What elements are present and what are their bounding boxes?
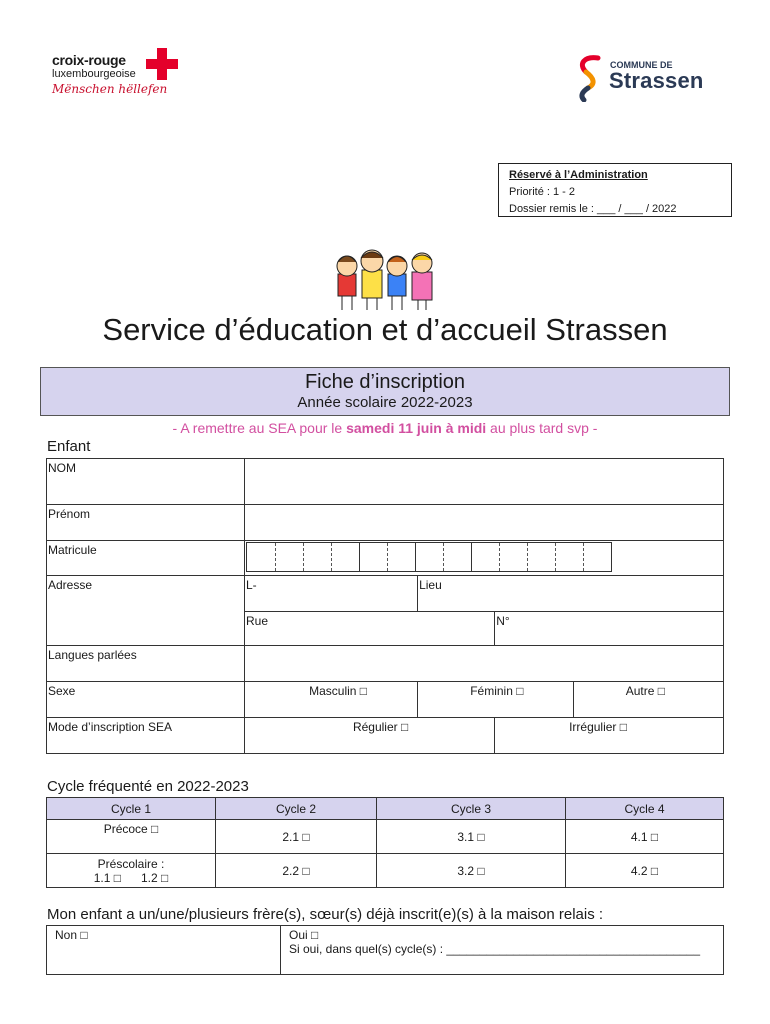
label-mode: Mode d’inscription SEA (47, 718, 245, 754)
strassen-logo (574, 54, 734, 104)
regulier-checkbox[interactable]: Régulier □ (245, 718, 495, 754)
precoce-checkbox[interactable]: Précoce □ (47, 820, 216, 854)
non-checkbox[interactable]: Non □ (47, 926, 281, 975)
child-info-table (46, 458, 724, 754)
label-langues: Langues parlées (47, 646, 245, 682)
label-prenom: Prénom (47, 505, 245, 541)
strassen-commune-label: COMMUNE DE (610, 60, 673, 70)
strassen-s-icon (574, 54, 604, 102)
croix-rouge-name: croix-rouge (52, 52, 126, 68)
header-cycle-3: Cycle 3 (377, 798, 566, 820)
matricule-field[interactable] (245, 541, 724, 576)
numero-field[interactable]: N° (495, 612, 724, 646)
croix-rouge-motto: Mënschen hëllefen (52, 82, 168, 96)
deadline-notice (0, 420, 770, 436)
masculin-checkbox[interactable]: Masculin □ (245, 682, 418, 718)
oui-checkbox[interactable]: Oui □ (289, 928, 319, 942)
croix-rouge-subname: luxembourgeoise (52, 68, 136, 80)
autre-checkbox[interactable]: Autre □ (574, 682, 724, 718)
children-illustration (330, 248, 440, 314)
prescolaire-checkboxes[interactable]: 1.1 □ 1.2 □ (93, 870, 169, 885)
siblings-question: Mon enfant a un/une/plusieurs frère(s), sœur(s) déjà inscrit(e)(s) à la maison relais : (47, 906, 604, 923)
section-cycle: Cycle fréquenté en 2022-2023 (47, 778, 249, 795)
admin-priority: Priorité : 1 - 2 (509, 186, 576, 198)
label-adresse: Adresse (47, 576, 245, 646)
code-postal-field[interactable]: L- (245, 576, 418, 612)
croix-rouge-logo (52, 46, 182, 98)
deadline-notice-post: au plus tard svp - (486, 420, 598, 436)
cycle-3-1-checkbox[interactable]: 3.1 □ (377, 820, 566, 854)
school-year: Année scolaire 2022-2023 (297, 394, 473, 411)
red-cross-icon (146, 48, 178, 80)
label-nom: NOM (47, 459, 245, 505)
feminin-checkbox[interactable]: Féminin □ (418, 682, 574, 718)
cycle-4-2-checkbox[interactable]: 4.2 □ (566, 854, 724, 888)
deadline-notice-pre: - A remettre au SEA pour le (172, 420, 347, 436)
label-sexe: Sexe (47, 682, 245, 718)
strassen-name: Strassen (609, 68, 704, 93)
cycle-3-2-checkbox[interactable]: 3.2 □ (377, 854, 566, 888)
langues-field[interactable] (245, 646, 724, 682)
admin-dossier: Dossier remis le : ___ / ___ / 2022 (509, 203, 677, 215)
label-matricule: Matricule (47, 541, 245, 576)
header-cycle-4: Cycle 4 (566, 798, 724, 820)
cycle-4-1-checkbox[interactable]: 4.1 □ (566, 820, 724, 854)
cycle-2-2-checkbox[interactable]: 2.2 □ (216, 854, 377, 888)
nom-field[interactable] (245, 459, 724, 505)
form-title: Fiche d’inscription (304, 371, 466, 393)
prenom-field[interactable] (245, 505, 724, 541)
oui-cell (281, 926, 724, 975)
siblings-table (46, 925, 724, 975)
si-oui-cycles-field[interactable]: Si oui, dans quel(s) cycle(s) : ______________________________________ (289, 942, 700, 956)
deadline-date: samedi 11 juin à midi (346, 420, 487, 436)
header-cycle-1: Cycle 1 (47, 798, 216, 820)
prescolaire-label: Préscolaire : (97, 856, 165, 871)
cycle-table (46, 797, 724, 888)
admin-title: Réservé à l’Administration (509, 169, 648, 181)
page-title: Service d’éducation et d’accueil Strassen (102, 312, 668, 347)
admin-reserved-box (498, 163, 732, 217)
prescolaire-cell (47, 854, 216, 888)
cycle-2-1-checkbox[interactable]: 2.1 □ (216, 820, 377, 854)
irregulier-checkbox[interactable]: Irrégulier □ (495, 718, 724, 754)
form-title-band (40, 367, 730, 416)
header-cycle-2: Cycle 2 (216, 798, 377, 820)
lieu-field[interactable]: Lieu (418, 576, 724, 612)
matricule-digit-boxes[interactable] (246, 542, 612, 572)
rue-field[interactable]: Rue (245, 612, 495, 646)
section-enfant: Enfant (47, 438, 91, 455)
